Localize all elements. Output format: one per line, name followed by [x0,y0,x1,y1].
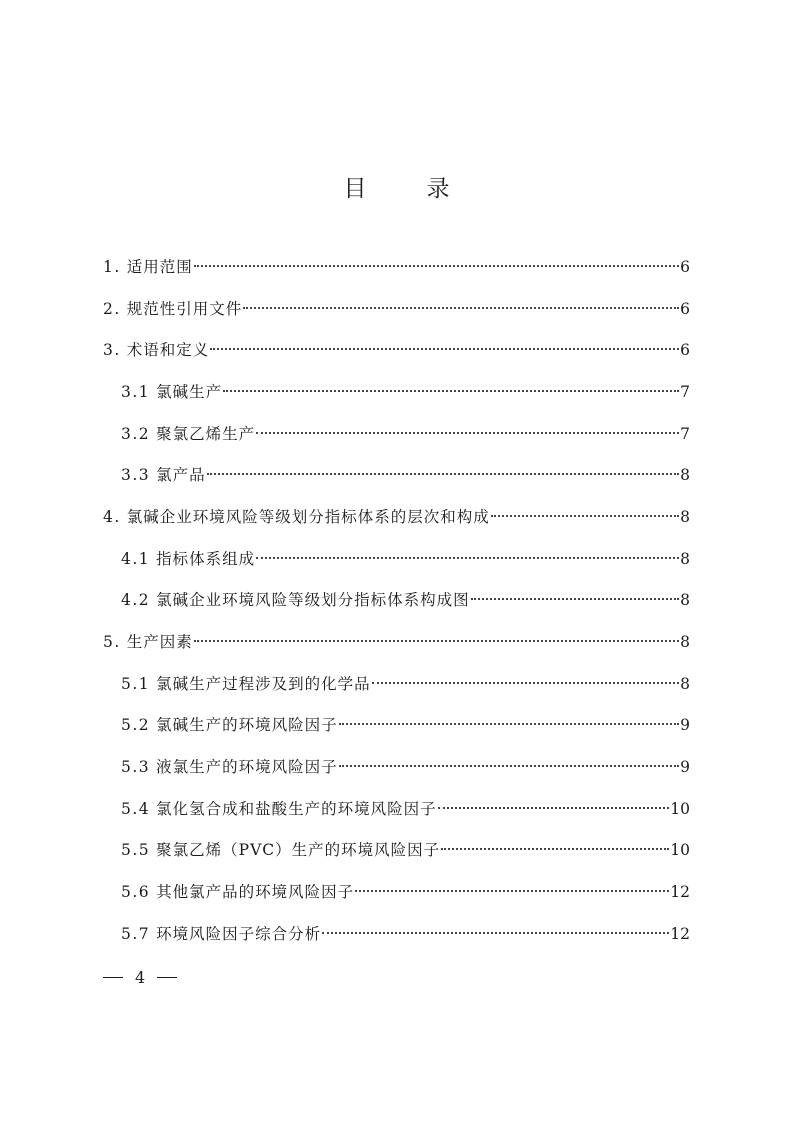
page-footer [103,968,177,987]
toc-text: 聚氯乙烯生产 [156,425,256,443]
toc-number: 1. [103,258,121,276]
footer-dash-right [157,977,177,979]
toc-page-number: 8 [680,466,690,484]
toc-entry-4[interactable] [103,505,690,535]
toc-entry-5-5[interactable] [121,838,690,868]
toc-number: 5.1 [121,675,151,693]
dot-leader [339,723,679,725]
toc-text: 术语和定义 [126,341,210,359]
dot-leader [441,848,669,850]
toc-text: 适用范围 [126,258,193,276]
toc-number: 5.5 [121,841,151,859]
dot-leader [355,890,669,892]
toc-page-number: 12 [670,925,690,943]
toc-entry-5-2[interactable] [121,713,690,743]
toc-number: 3.3 [121,466,151,484]
toc-entry-5-6[interactable] [121,880,690,910]
page-title [0,170,793,203]
toc-text: 氯碱生产的环境风险因子 [156,716,338,734]
toc-text: 氯产品 [156,466,206,484]
dot-leader [491,515,679,517]
toc-entry-5-7[interactable] [121,922,690,952]
toc-page-number: 9 [680,758,690,776]
toc-entry-3-2[interactable] [121,422,690,452]
toc-page-number: 6 [680,258,690,276]
toc-number: 3. [103,341,121,359]
toc-entry-2[interactable] [103,297,690,327]
toc-number: 5.4 [121,800,151,818]
toc-text: 指标体系组成 [156,550,256,568]
toc-entry-3[interactable] [103,338,690,368]
toc-text: 氯碱企业环境风险等级划分指标体系的层次和构成 [126,508,490,526]
toc-number: 5.3 [121,758,151,776]
toc-text: 液氯生产的环境风险因子 [156,758,338,776]
toc-number: 4.1 [121,550,151,568]
toc-page-number: 9 [680,716,690,734]
toc-entry-5[interactable] [103,630,690,660]
dot-leader [322,932,669,934]
toc-page-number: 10 [670,800,690,818]
toc-text: 环境风险因子综合分析 [156,925,322,943]
toc-entry-3-3[interactable] [121,463,690,493]
title-part-1: 目 [343,176,367,202]
toc-number: 5.2 [121,716,151,734]
toc-number: 2. [103,300,121,318]
toc-page-number: 7 [680,383,690,401]
dot-leader [194,640,679,642]
toc-number: 3.1 [121,383,151,401]
dot-leader [256,432,679,434]
toc-text: 氯碱生产过程涉及到的化学品 [156,675,371,693]
toc-number: 5.7 [121,925,151,943]
toc-text: 规范性引用文件 [126,300,243,318]
dot-leader [256,557,679,559]
toc-page-number: 6 [680,300,690,318]
toc-text: 聚氯乙烯（PVC）生产的环境风险因子 [156,841,441,859]
toc-text: 氯碱企业环境风险等级划分指标体系构成图 [156,591,470,609]
toc-text: 氯碱生产 [156,383,223,401]
toc-page-number: 8 [680,591,690,609]
toc-number: 5.6 [121,883,151,901]
toc-page-number: 12 [670,883,690,901]
footer-dash-left [103,977,123,979]
dot-leader [471,598,679,600]
toc-number: 4.2 [121,591,151,609]
dot-leader [372,682,679,684]
toc-number: 3.2 [121,425,151,443]
toc-page-number: 8 [680,508,690,526]
toc-text: 生产因素 [126,633,193,651]
toc-page-number: 6 [680,341,690,359]
toc-page-number: 7 [680,425,690,443]
toc-entry-5-3[interactable] [121,755,690,785]
toc-entry-3-1[interactable] [121,380,690,410]
toc-entry-5-4[interactable] [121,797,690,827]
toc-number: 4. [103,508,121,526]
toc-page-number: 8 [680,675,690,693]
toc-page-number: 10 [670,841,690,859]
title-part-2: 录 [426,176,450,202]
toc-entry-4-2[interactable] [121,588,690,618]
toc-entry-5-1[interactable] [121,672,690,702]
toc-page-number: 8 [680,633,690,651]
dot-leader [210,348,679,350]
toc-text: 氯化氢合成和盐酸生产的环境风险因子 [156,800,437,818]
dot-leader [194,265,679,267]
dot-leader [438,807,670,809]
toc-entry-4-1[interactable] [121,547,690,577]
dot-leader [207,473,679,475]
toc-entry-1[interactable] [103,255,690,285]
toc-number: 5. [103,633,121,651]
toc-page-number: 8 [680,550,690,568]
toc-text: 其他氯产品的环境风险因子 [156,883,355,901]
footer-page-number: 4 [135,968,146,987]
dot-leader [339,765,679,767]
dot-leader [223,390,679,392]
dot-leader [243,307,679,309]
